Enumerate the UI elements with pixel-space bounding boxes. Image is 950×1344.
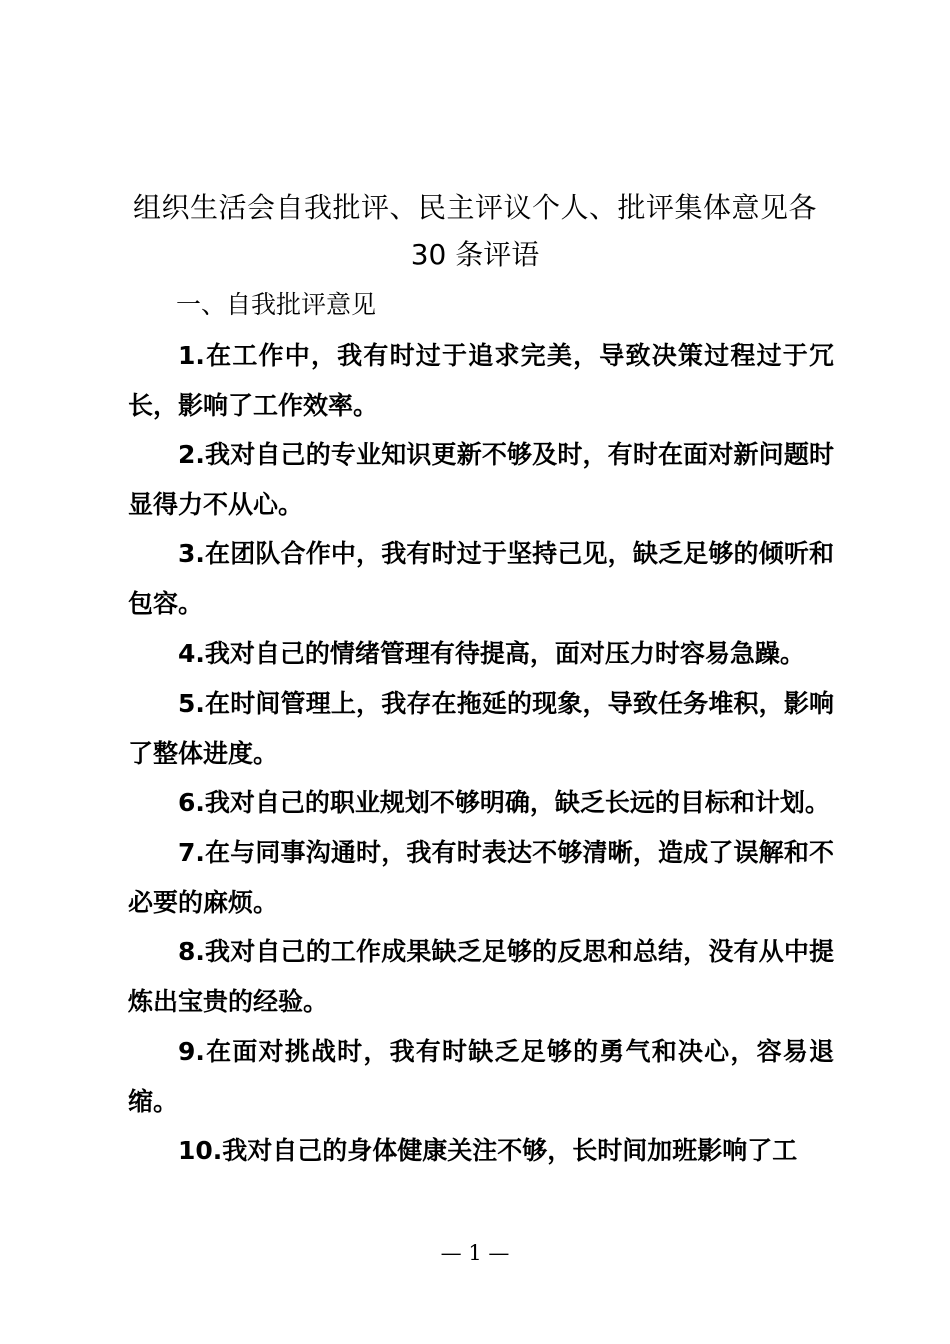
list-item-8: 8.我对自己的工作成果缺乏足够的反思和总结，没有从中提炼出宝贵的经验。 <box>128 937 834 1016</box>
list-item-7: 7.在与同事沟通时，我有时表达不够清晰，造成了误解和不必要的麻烦。 <box>128 838 834 917</box>
page-number: — 1 — <box>440 1241 510 1265</box>
document-title-line-2: 30 条评语 <box>410 238 540 271</box>
list-item-5: 5.在时间管理上，我存在拖延的现象，导致任务堆积，影响了整体进度。 <box>128 689 834 768</box>
list-item-1: 1.在工作中，我有时过于追求完美，导致决策过程过于冗长，影响了工作效率。 <box>128 341 834 420</box>
list-item-3: 3.在团队合作中，我有时过于坚持己见，缺乏足够的倾听和包容。 <box>128 539 834 618</box>
section-heading: 一、自我批评意见 <box>176 290 377 319</box>
list-item-6: 6.我对自己的职业规划不够明确，缺乏长远的目标和计划。 <box>178 788 830 817</box>
list-item-9: 9.在面对挑战时，我有时缺乏足够的勇气和决心，容易退缩。 <box>128 1037 834 1116</box>
list-item-2: 2.我对自己的专业知识更新不够及时，有时在面对新问题时显得力不从心。 <box>128 440 834 519</box>
list-item-10: 10.我对自己的身体健康关注不够，长时间加班影响了工 <box>178 1136 798 1165</box>
list-item-4: 4.我对自己的情绪管理有待提高，面对压力时容易急躁。 <box>178 639 805 668</box>
document-title-line-1: 组织生活会自我批评、民主评议个人、批评集体意见各 <box>132 191 817 224</box>
